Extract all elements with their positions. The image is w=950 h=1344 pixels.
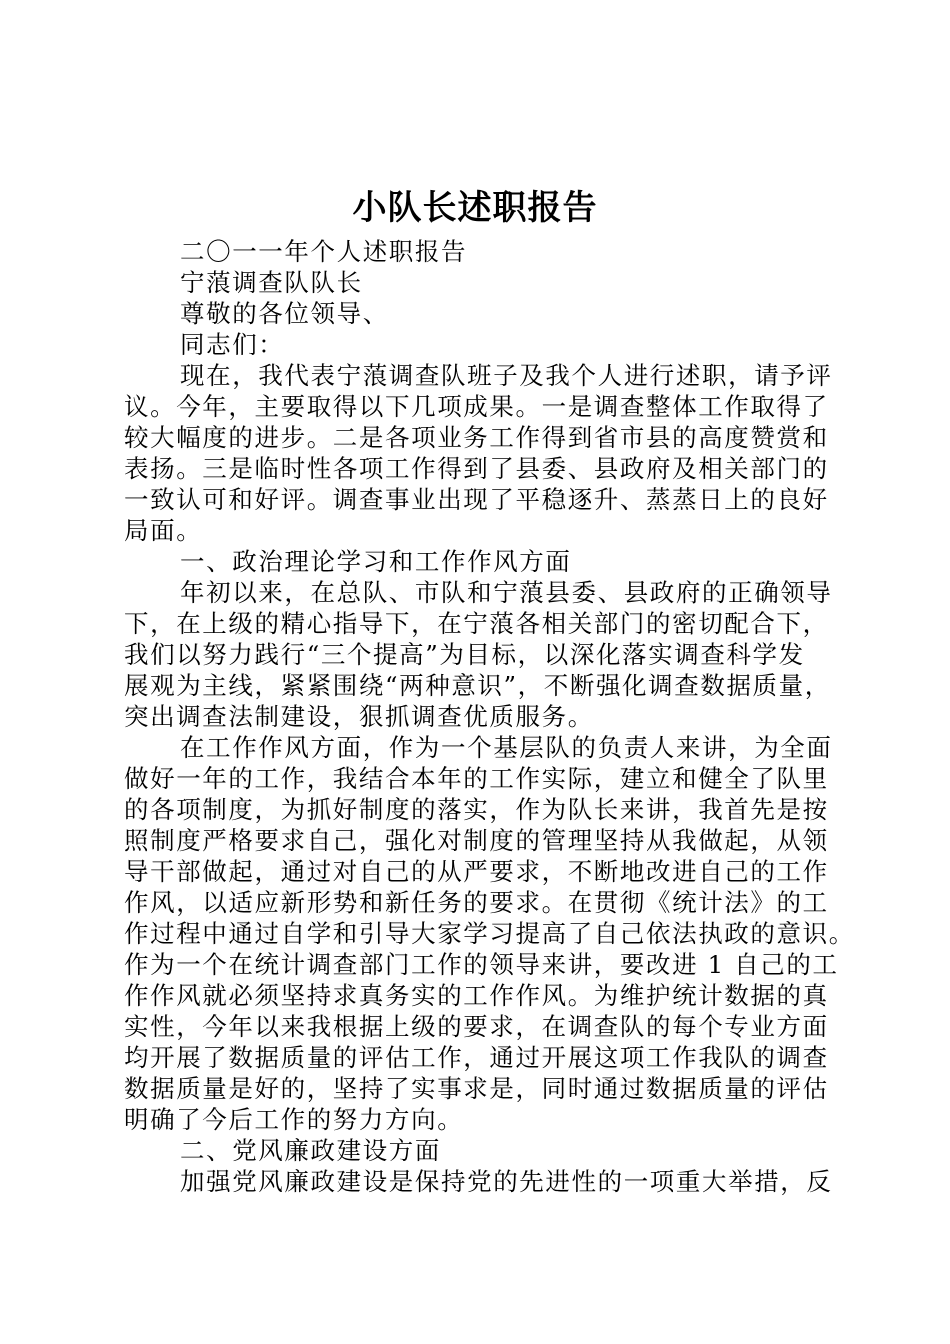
text-line: 均开展了数据质量的评估工作，通过开展这项工作我队的调查 xyxy=(124,1043,829,1072)
text-line: 作过程中通过自学和引导大家学习提高了自己依法执政的意识。 xyxy=(124,919,855,948)
text-line: 同志们： xyxy=(180,330,285,359)
text-line: 议。今年，主要取得以下几项成果。一是调查整体工作取得了 xyxy=(124,392,829,421)
text-line: 作为一个在统计调查部门工作的领导来讲，要改进 1 自己的工 xyxy=(124,950,839,979)
text-line: 数据质量是好的，坚持了实事求是，同时通过数据质量的评估 xyxy=(124,1074,829,1103)
text-line: 突出调查法制建设，狠抓调查优质服务。 xyxy=(124,702,594,731)
text-line: 照制度严格要求自己，强化对制度的管理坚持从我做起，从领 xyxy=(124,826,829,855)
text-line: 明确了今后工作的努力方向。 xyxy=(124,1105,464,1134)
text-line: 加强党风廉政建设是保持党的先进性的一项重大举措，反 xyxy=(180,1167,833,1196)
text-line: 导干部做起，通过对自己的从严要求，不断地改进自己的工作 xyxy=(124,857,829,886)
text-line: 的各项制度，为抓好制度的落实，作为队长来讲，我首先是按 xyxy=(124,795,829,824)
text-line: 尊敬的各位领导、 xyxy=(180,299,389,328)
text-line: 作风，以适应新形势和新任务的要求。在贯彻《统计法》的工 xyxy=(124,888,829,917)
text-line: 一致认可和好评。调查事业出现了平稳逐升、蒸蒸日上的良好 xyxy=(124,485,829,514)
text-line: 现在，我代表宁蒗调查队班子及我个人进行述职，请予评 xyxy=(180,361,833,390)
text-line: 下，在上级的精心指导下，在宁蒗各相关部门的密切配合下， xyxy=(124,609,829,638)
text-line: 我们以努力践行“三个提高”为目标，以深化落实调查科学发 xyxy=(124,640,805,669)
text-line: 一、政治理论学习和工作作风方面 xyxy=(180,547,572,576)
text-line: 表扬。三是临时性各项工作得到了县委、县政府及相关部门的 xyxy=(124,454,829,483)
text-line: 较大幅度的进步。二是各项业务工作得到省市县的高度赞赏和 xyxy=(124,423,829,452)
text-line: 年初以来，在总队、市队和宁蒗县委、县政府的正确领导 xyxy=(180,578,833,607)
document-body xyxy=(124,236,855,1197)
text-line: 展观为主线，紧紧围绕“两种意识”，不断强化调查数据质量， xyxy=(124,671,831,700)
document-title: 小队长述职报告 xyxy=(352,188,598,228)
text-line: 作作风就必须坚持求真务实的工作作风。为维护统计数据的真 xyxy=(124,981,829,1010)
text-line: 在工作作风方面，作为一个基层队的负责人来讲，为全面 xyxy=(180,733,833,762)
text-line: 实性，今年以来我根据上级的要求，在调查队的每个专业方面 xyxy=(124,1012,829,1041)
text-line: 局面。 xyxy=(124,516,203,545)
text-line: 二、党风廉政建设方面 xyxy=(180,1136,441,1165)
text-line: 二〇一一年个人述职报告 xyxy=(180,237,468,266)
text-line: 做好一年的工作，我结合本年的工作实际，建立和健全了队里 xyxy=(124,764,829,793)
text-line: 宁蒗调查队队长 xyxy=(180,268,363,297)
